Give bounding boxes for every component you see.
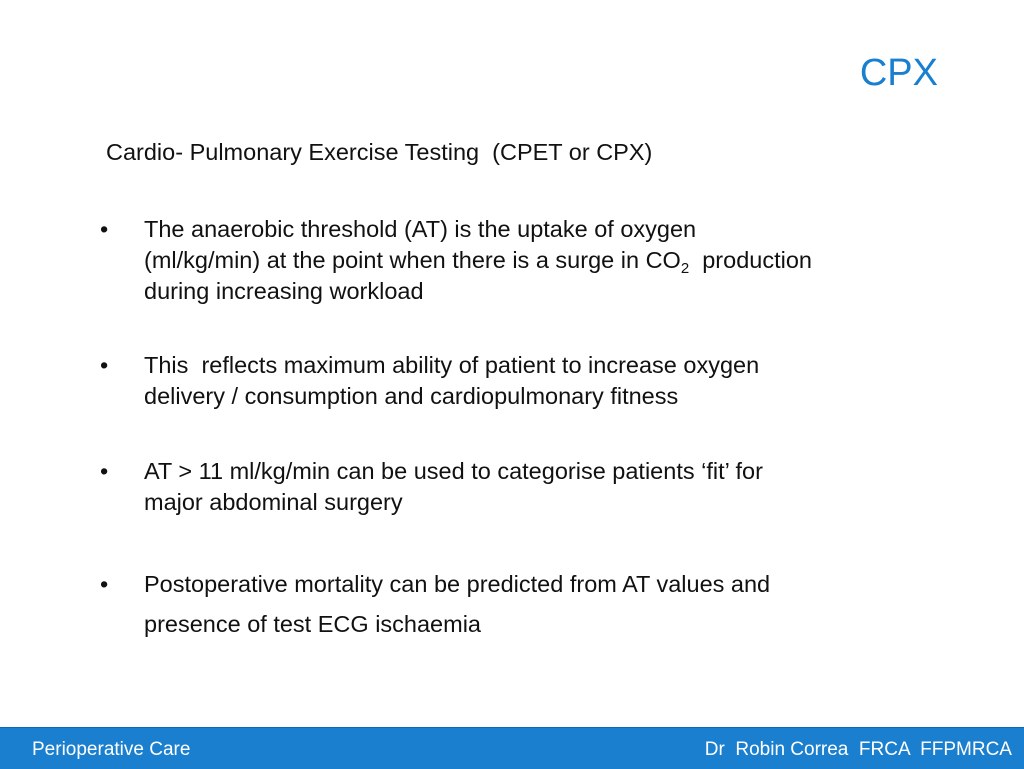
bullet-line xyxy=(144,245,980,276)
footer-bar xyxy=(0,727,1024,769)
bullet-item xyxy=(100,214,980,307)
bullet-line: major abdominal surgery xyxy=(144,489,403,515)
bullet-dot: • xyxy=(100,216,109,242)
slide-title: CPX xyxy=(859,52,938,94)
bullet-line: The anaerobic threshold (AT) is the uptake of oxygen xyxy=(144,216,697,242)
bullet-text xyxy=(144,456,980,518)
bullet-item xyxy=(100,456,980,518)
bullet-line: This reflects maximum ability of patient to increase oxygen xyxy=(144,352,760,378)
footer-course-title: Perioperative Care xyxy=(32,739,191,760)
slide-subtitle: Cardio- Pulmonary Exercise Testing (CPET or CPX) xyxy=(106,139,653,165)
bullet-line-segment: production xyxy=(689,247,812,273)
bullet-item xyxy=(100,564,980,644)
bullet-dot: • xyxy=(100,458,109,484)
footer-author: Dr Robin Correa FRCA FFPMRCA xyxy=(704,739,1012,760)
bullet-line: AT > 11 ml/kg/min can be used to categorise patients ‘fit’ for xyxy=(144,458,763,484)
bullet-text xyxy=(144,350,980,412)
bullet-dot: • xyxy=(100,352,109,378)
bullet-dot: • xyxy=(100,571,109,597)
bullet-line: during increasing workload xyxy=(144,278,424,304)
bullet-text xyxy=(144,564,980,644)
co2-subscript: 2 xyxy=(680,260,690,277)
bullet-line: presence of test ECG ischaemia xyxy=(144,611,481,637)
bullet-text xyxy=(144,214,980,307)
bullet-line: Postoperative mortality can be predicted from AT values and xyxy=(144,571,771,597)
bullet-line: delivery / consumption and cardiopulmonary fitness xyxy=(144,383,679,409)
bullet-line-segment: (ml/kg/min) at the point when there is a surge in CO xyxy=(144,247,681,273)
bullet-item xyxy=(100,350,980,412)
